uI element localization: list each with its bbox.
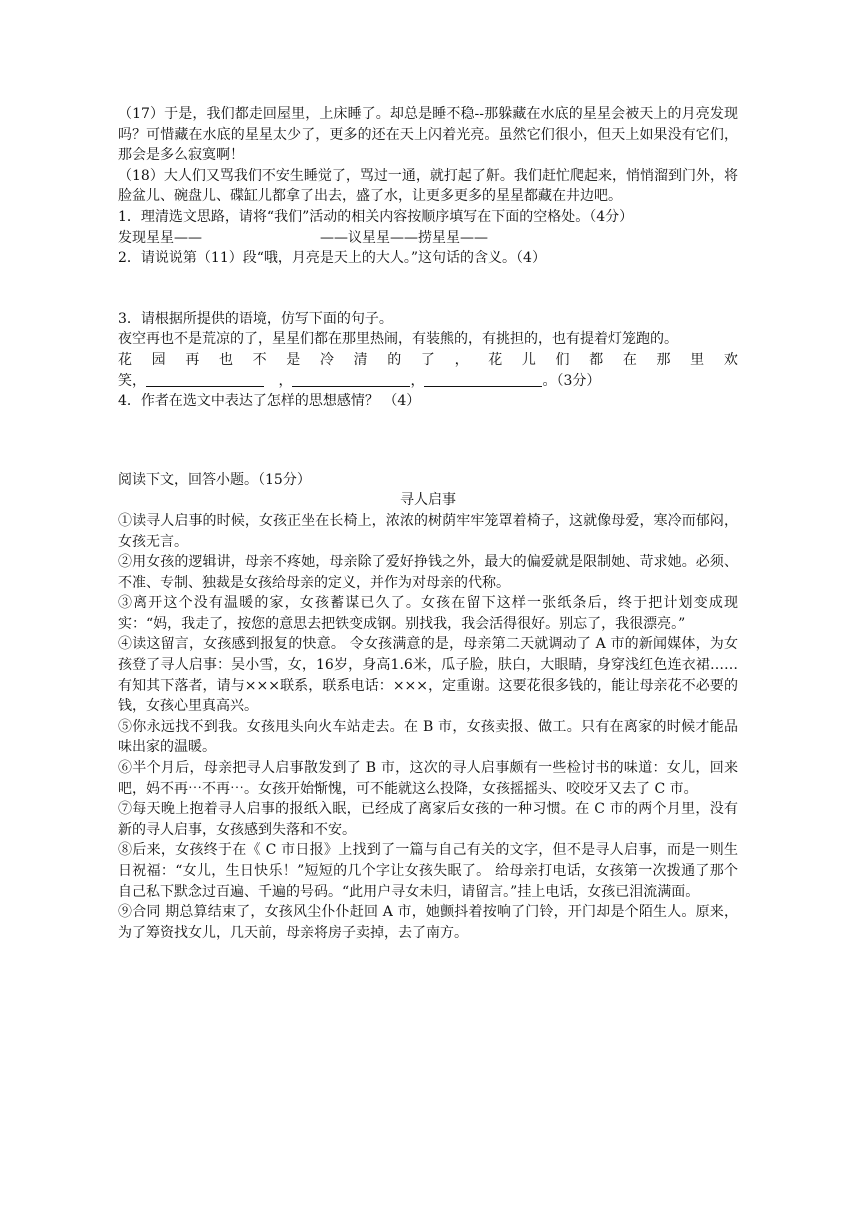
question-1-answer-line: [118, 228, 738, 249]
passage-2-paragraph: ⑦每天晚上抱着寻人启事的报纸入眠，已经成了离家后女孩的一种习惯。在 C 市的两个月里，没有新的寻人启事，女孩感到失落和不安。: [118, 801, 738, 838]
passage-2-paragraph: ③离开这个没有温暖的家，女孩蓄谋已久了。女孩在留下这样一张纸条后，终于把计划变成现实：“妈，我走了，按您的意思去把铁变成钢。别找我，我会活得很好。别忘了，我很漂亮。”: [118, 595, 738, 632]
q1-line-left: 发现星星——: [118, 229, 202, 246]
q3-prompt-char: 也: [218, 351, 233, 368]
paragraph-17: （17）于是，我们都走回屋里，上床睡了。却总是睡不稳--那躲藏在水底的星星会被天上的月亮发现吗？可惜藏在水底的星星太少了，更多的还在天上闪着光亮。虽然它们很小，但天上如果没有它们，那会是多么寂寞啊！: [118, 106, 738, 164]
paragraph-18: （18）大人们又骂我们不安生睡觉了，骂过一通，就打起了鼾。我们赶忙爬起来，悄悄溜到门外，将脸盆儿、碗盘儿、碟缸儿都拿了出去，盛了水，让更多更多的星星都藏在井边吧。: [118, 167, 738, 205]
q3-prompt-char: 在: [622, 351, 637, 368]
q3-end: 。（3分）: [542, 372, 601, 389]
question-2: 2．请说说第（11）段“哦，月亮是天上的大人。”这句话的含义。（4）: [118, 250, 546, 267]
q3-prompt-char: 欢: [723, 351, 738, 368]
passage-2-intro: 阅读下文，回答小题。（15分）: [118, 471, 311, 488]
document-page: [118, 104, 738, 943]
q3-prompt-char: 的: [387, 351, 402, 368]
q3-prompt-char: 都: [589, 351, 604, 368]
q3-prompt-char: 冷: [319, 351, 334, 368]
answer-blank-1[interactable]: [146, 372, 264, 387]
passage-2-paragraph: ⑤你永远找不到我。女孩甩头向火车站走去。在 B 市，女孩卖报、做工。只有在离家的时候才能品味出家的温暖。: [118, 718, 738, 756]
question-4: 4．作者在选文中表达了怎样的思想感情？ （4）: [118, 393, 421, 410]
q1-line-right: ——议星星——捞星星——: [320, 229, 488, 246]
q3-prompt-char: 们: [555, 351, 570, 368]
q3-line2-start: 笑，: [118, 372, 146, 389]
question-3-prompt: [118, 350, 738, 371]
q3-prompt-char: 里: [690, 351, 705, 368]
passage-2-paragraph: ⑨合同 期总算结束了，女孩风尘仆仆赶回 A 市，她颤抖着按响了门铃，开门却是个陌生人。原来，为了筹资找女儿，几天前，母亲将房子卖掉，去了南方。: [118, 904, 738, 941]
q3-prompt-char: 了: [420, 351, 435, 368]
q3-prompt-char: 清: [353, 351, 368, 368]
q3-prompt-char: 是: [286, 351, 301, 368]
passage-2-title: 寻人启事: [400, 492, 456, 509]
q3-prompt-char: 儿: [521, 351, 536, 368]
question-3-example: 夜空再也不是荒凉的了，星星们都在那里热闹，有装熊的，有挑担的，也有提着灯笼跑的。: [118, 331, 678, 348]
passage-2-paragraph: ②用女孩的逻辑讲，母亲不疼她，母亲除了爱好挣钱之外，最大的偏爱就是限制她、苛求她。必须、不准、专制、独裁是女孩给母亲的定义，并作为对母亲的代称。: [118, 554, 738, 591]
question-1: 1．理清选文思路，请将“我们”活动的相关内容按顺序填写在下面的空格处。（4分）: [118, 208, 634, 225]
answer-blank-2[interactable]: [292, 372, 410, 387]
passage-2-paragraph: ④读这留言，女孩感到报复的快意。 令女孩满意的是，母亲第二天就调动了 A 市的新闻媒体，为女孩登了寻人启事：吴小雪，女，16岁，身高1.6米，瓜子脸，肤白，大眼睛，身穿浅红色连衣裙……有知其下落者，请与×××联系，联系电话：×××，定重谢。这要花很多钱的，能让母亲花不必要的钱，女孩心里真高兴。: [118, 636, 738, 715]
q3-comma-2: ，: [410, 372, 425, 389]
q3-prompt-char: 不: [252, 351, 267, 368]
q3-comma-1: ，: [278, 372, 293, 389]
q3-prompt-char: 园: [151, 351, 166, 368]
question-3-answer-line: [118, 371, 738, 392]
passage-2-body: [118, 511, 738, 943]
passage-2-paragraph: ①读寻人启事的时候，女孩正坐在长椅上，浓浓的树荫牢牢笼罩着椅子，这就像母爱，寒冷而郁闷，女孩无言。: [118, 512, 738, 550]
q3-prompt-char: 再: [185, 351, 200, 368]
passage-2-paragraph: ⑧后来，女孩终于在《 C 市日报》上找到了一篇与自己有关的文字，但不是寻人启事，而是一则生日祝福：“女儿，生日快乐！”短短的几个字让女孩失眠了。 给母亲打电话，女孩第一次拨通了那个自己私下默念过百遍、千遍的号码。“此用户寻女未归，请留言。”挂上电话，女孩已泪流满面。: [118, 842, 738, 900]
passage-2-paragraph: ⑥半个月后，母亲把寻人启事散发到了 B 市，这次的寻人启事颇有一些检讨书的味道：女儿，回来吧，妈不再⋯不再⋯。女孩开始惭愧，可不能就这么投降，女孩摇摇头、咬咬牙又去了 C 市。: [118, 760, 738, 797]
q3-prompt-char: 花: [118, 351, 132, 368]
answer-blank-3[interactable]: [424, 372, 542, 387]
q3-prompt-char: ，: [454, 351, 469, 368]
question-3: 3．请根据所提供的语境，仿写下面的句子。: [118, 310, 393, 327]
q3-prompt-char: 花: [488, 351, 503, 368]
q3-prompt-char: 那: [656, 351, 671, 368]
